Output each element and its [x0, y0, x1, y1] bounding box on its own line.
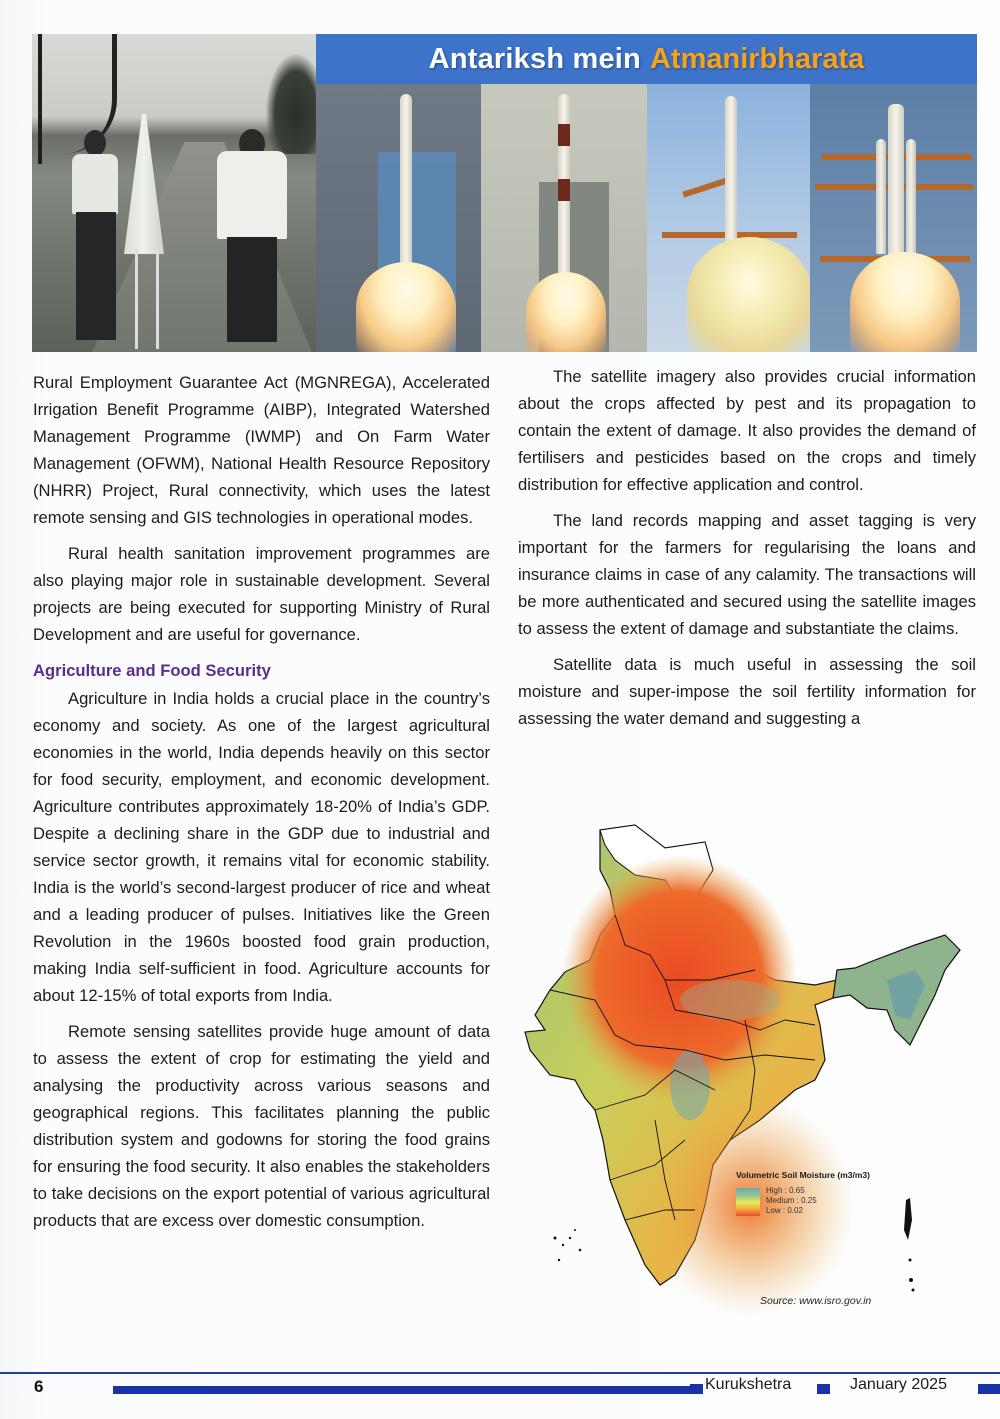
legend-item-medium: Medium : 0.25 — [766, 1196, 817, 1205]
rocket-launch-photo-2 — [481, 84, 647, 352]
footer-accent-bar — [113, 1386, 695, 1394]
banner-title — [316, 34, 977, 84]
footer-square-icon — [978, 1384, 1000, 1394]
map-source: Source: www.isro.gov.in — [760, 1295, 872, 1307]
banner-title-part2: Atmanirbharata — [649, 42, 865, 75]
section-heading: Agriculture and Food Security — [33, 661, 271, 680]
rocket-launch-photo-4 — [810, 84, 977, 352]
paragraph: Rural Employment Guarantee Act (MGNREGA), Accelerated Irrigation Benefit Programme (AIBP), Integrated Watershed Management Programme (IWMP) and On Farm Water Management (OFWM), National Health Resource Repository (NHRR) Project, Rural connectivity, which uses the latest remote sensing and GIS technologies in operational modes. — [33, 373, 490, 527]
left-column — [33, 369, 490, 1243]
magazine-name: Kurukshetra — [705, 1376, 792, 1393]
legend-color-ramp — [736, 1188, 760, 1216]
rocket-launch-photo-1 — [316, 84, 481, 352]
legend-title: Volumetric Soil Moisture (m3/m3) — [736, 1170, 870, 1180]
footer-square-icon — [690, 1384, 703, 1394]
legend-item-high: High : 0.65 — [766, 1186, 805, 1195]
paragraph: Rural health sanitation improvement programmes are also playing major role in sustainable development. Several projects are being executed for supporting Ministry of Rural Development and are useful for governance. — [33, 544, 490, 644]
footer-square-icon — [817, 1384, 830, 1394]
issue-date: January 2025 — [850, 1376, 947, 1393]
banner-collage — [32, 34, 977, 352]
map-legend — [736, 1170, 936, 1230]
paragraph: The satellite imagery also provides crucial information about the crops affected by pest and its propagation to contain the extent of damage. It also provides the demand of fertilisers and pesticides based on the crops and timely distribution for effective application and control. — [518, 367, 976, 494]
legend-item-low: Low : 0.02 — [766, 1206, 803, 1215]
soil-moisture-map — [515, 820, 985, 1315]
paragraph: Satellite data is much useful in assessing the soil moisture and super-impose the soil fertility information for assessing the water demand and suggesting a — [518, 655, 976, 728]
paragraph: The land records mapping and asset tagging is very important for the farmers for regularising the loans and insurance claims in case of any calamity. The transactions will be more authenticated and secured using the satellite images to assess the extent of damage and substantiate the claims. — [518, 511, 976, 638]
india-map-graphic — [515, 820, 985, 1315]
paragraph: Agriculture in India holds a crucial place in the country’s economy and society. As one of the largest agricultural economies in the world, India depends heavily on this sector for food security, employment, and economic development. Agriculture contributes approximately 18-20% of India’s GDP. Despite a declining share in the GDP due to industrial and service sector growth, it remains vital for economic stability. India is the world’s second-largest producer of rice and wheat and a leading producer of pulses. Initiatives like the Green Revolution in the 1960s boosted food grain production, making India self-sufficient in food. Agriculture accounts for about 12-15% of total exports from India. — [33, 689, 490, 1005]
historic-rocket-bicycle-photo — [32, 34, 316, 352]
paragraph: Remote sensing satellites provide huge amount of data to assess the extent of crop for estimating the yield and analysing the productivity across various seasons and geographical regions. This facilitates planning the public distribution system and godowns for storing the food grains for ensuring the food security. It also enables the stakeholders to take decisions on the export potential of various agricultural products that are excess over domestic consumption. — [33, 1022, 490, 1230]
rocket-launch-photo-3 — [647, 84, 810, 352]
footer-rule — [0, 1372, 1000, 1374]
right-column — [518, 363, 976, 741]
banner-title-part1: Antariksh mein — [428, 42, 641, 75]
page-number: 6 — [34, 1377, 44, 1396]
